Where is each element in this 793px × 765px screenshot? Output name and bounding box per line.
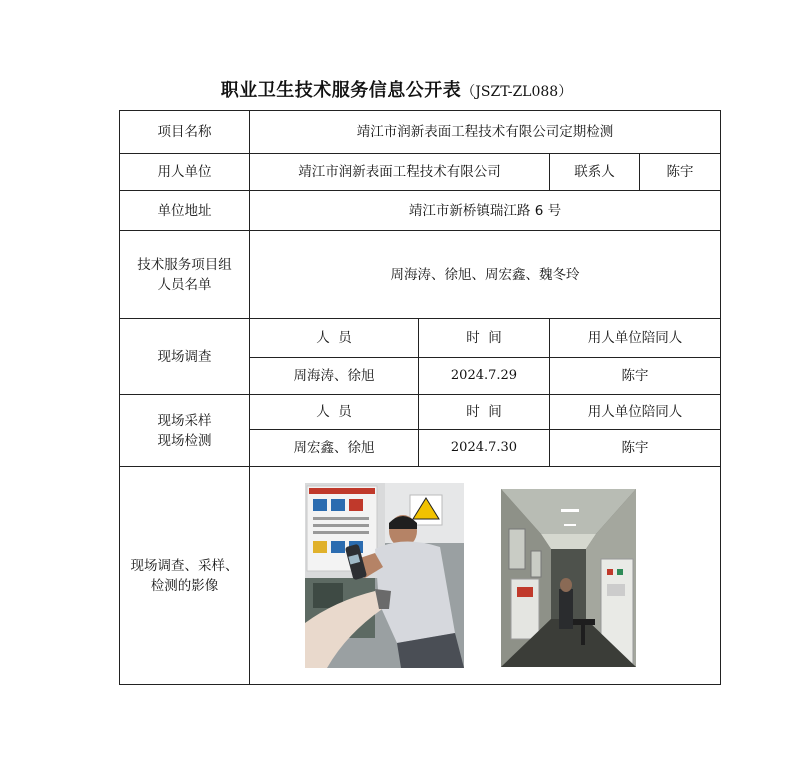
row-address	[120, 191, 721, 231]
site-photo-noise-measurement	[305, 483, 464, 668]
address-value: 靖江市新桥镇瑞江路 6 号	[250, 191, 721, 231]
site-photo-workshop-corridor-image	[501, 489, 636, 667]
page-title	[0, 76, 793, 102]
sampling-header-person: 人 员	[250, 395, 419, 430]
address-label: 单位地址	[120, 191, 250, 231]
images-label	[120, 467, 250, 685]
site-photo-noise-measurement-image	[305, 483, 464, 668]
sampling-label-line1: 现场采样	[157, 412, 212, 429]
team-value: 周海涛、徐旭、周宏鑫、魏冬玲	[250, 231, 721, 319]
survey-label: 现场调查	[120, 319, 250, 395]
row-employer	[120, 154, 721, 191]
employer-label: 用人单位	[120, 154, 250, 191]
sampling-header-time: 时 间	[419, 395, 550, 430]
images-label-line1: 现场调查、采样、	[130, 557, 239, 574]
project-name-value: 靖江市润新表面工程技术有限公司定期检测	[250, 111, 721, 154]
survey-header-companion: 用人单位陪同人	[550, 319, 721, 358]
survey-companion: 陈宇	[550, 358, 721, 395]
site-photo-workshop-corridor	[501, 489, 636, 667]
title-code: （JSZT-ZL088）	[461, 84, 573, 100]
survey-header-person: 人 员	[250, 319, 419, 358]
employer-value: 靖江市润新表面工程技术有限公司	[250, 154, 550, 191]
sampling-label-line2: 现场检测	[157, 432, 212, 449]
sampling-time: 2024.7.30	[419, 430, 550, 467]
contact-value: 陈宇	[640, 154, 721, 191]
project-name-label: 项目名称	[120, 111, 250, 154]
row-survey-header	[120, 319, 721, 358]
contact-label: 联系人	[550, 154, 640, 191]
team-label-line1: 技术服务项目组	[137, 256, 232, 273]
survey-person: 周海涛、徐旭	[250, 358, 419, 395]
team-label-line2: 人员名单	[157, 276, 212, 293]
sampling-label	[120, 395, 250, 467]
images-label-line2: 检测的影像	[150, 577, 219, 594]
title-main: 职业卫生技术服务信息公开表	[220, 80, 462, 101]
sampling-header-companion: 用人单位陪同人	[550, 395, 721, 430]
row-project-name	[120, 111, 721, 154]
sampling-person: 周宏鑫、徐旭	[250, 430, 419, 467]
survey-time: 2024.7.29	[419, 358, 550, 395]
sampling-companion: 陈宇	[550, 430, 721, 467]
row-sampling-header	[120, 395, 721, 430]
row-team	[120, 231, 721, 319]
team-label	[120, 231, 250, 319]
survey-header-time: 时 间	[419, 319, 550, 358]
